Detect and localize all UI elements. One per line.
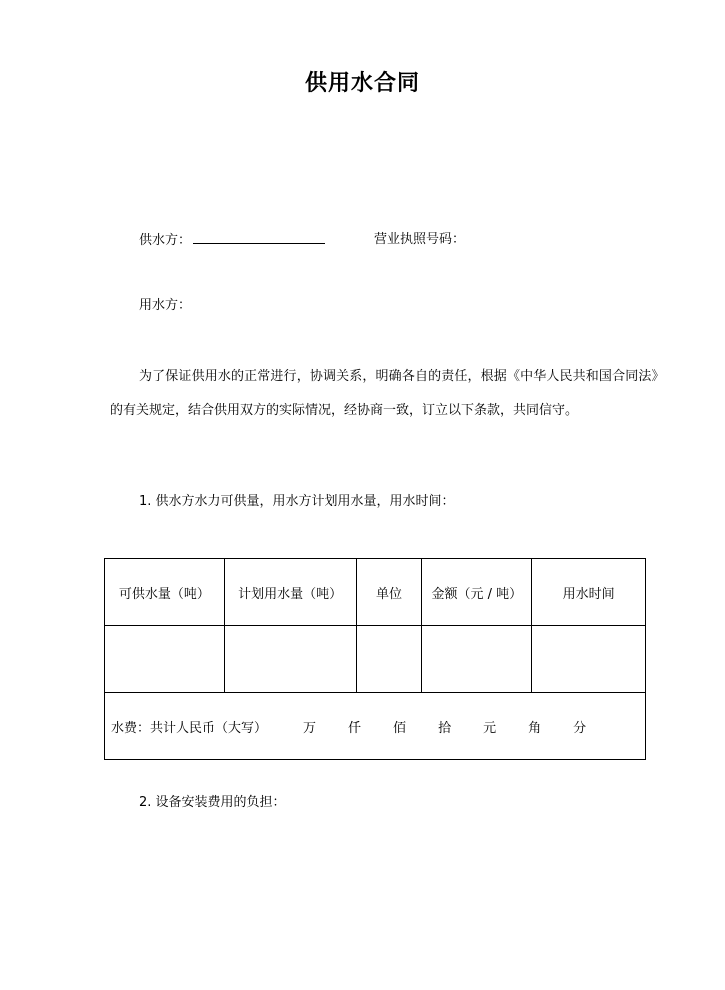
fee-unit-shi: 拾 <box>438 720 452 736</box>
page-title: 供用水合同 <box>304 71 420 96</box>
table-header-row <box>105 559 646 626</box>
fee-label: 水费：共计人民币（大写） <box>111 720 268 736</box>
supplier-label: 供水方： <box>139 233 192 248</box>
intro-paragraph: 为了保证供用水的正常进行，协调关系，明确各自的责任，根据《中华人民共和国合同法》的有关规定，结合供用双方的实际情况，经协商一致，订立以下条款，共同信守。 <box>110 369 658 418</box>
clause-1: 1. 供水方水力可供量，用水方计划用水量，用水时间： <box>139 494 455 509</box>
header-price: 金额（元 / 吨） <box>422 559 532 626</box>
water-table <box>104 558 646 760</box>
fee-unit-qian: 仟 <box>348 720 362 736</box>
user-label: 用水方： <box>139 298 192 313</box>
table-row <box>105 626 646 693</box>
cell-planned-amount[interactable] <box>224 626 356 693</box>
header-unit: 单位 <box>356 559 422 626</box>
fee-unit-yuan: 元 <box>483 720 497 736</box>
clause-2: 2. 设备安装费用的负担： <box>139 795 286 810</box>
fee-cell <box>105 693 646 760</box>
supplier-blank[interactable] <box>193 231 325 244</box>
header-supply-amount: 可供水量（吨） <box>105 559 225 626</box>
fee-unit-fen: 分 <box>573 720 587 736</box>
fee-row <box>105 693 646 760</box>
header-planned-amount: 计划用水量（吨） <box>224 559 356 626</box>
supplier-line <box>139 231 325 250</box>
header-time: 用水时间 <box>532 559 646 626</box>
cell-price[interactable] <box>422 626 532 693</box>
cell-supply-amount[interactable] <box>105 626 225 693</box>
cell-time[interactable] <box>532 626 646 693</box>
fee-unit-wan: 万 <box>303 720 317 736</box>
license-label: 营业执照号码： <box>374 232 466 247</box>
cell-unit[interactable] <box>356 626 422 693</box>
fee-unit-jiao: 角 <box>528 720 542 736</box>
fee-unit-bai: 佰 <box>393 720 407 736</box>
